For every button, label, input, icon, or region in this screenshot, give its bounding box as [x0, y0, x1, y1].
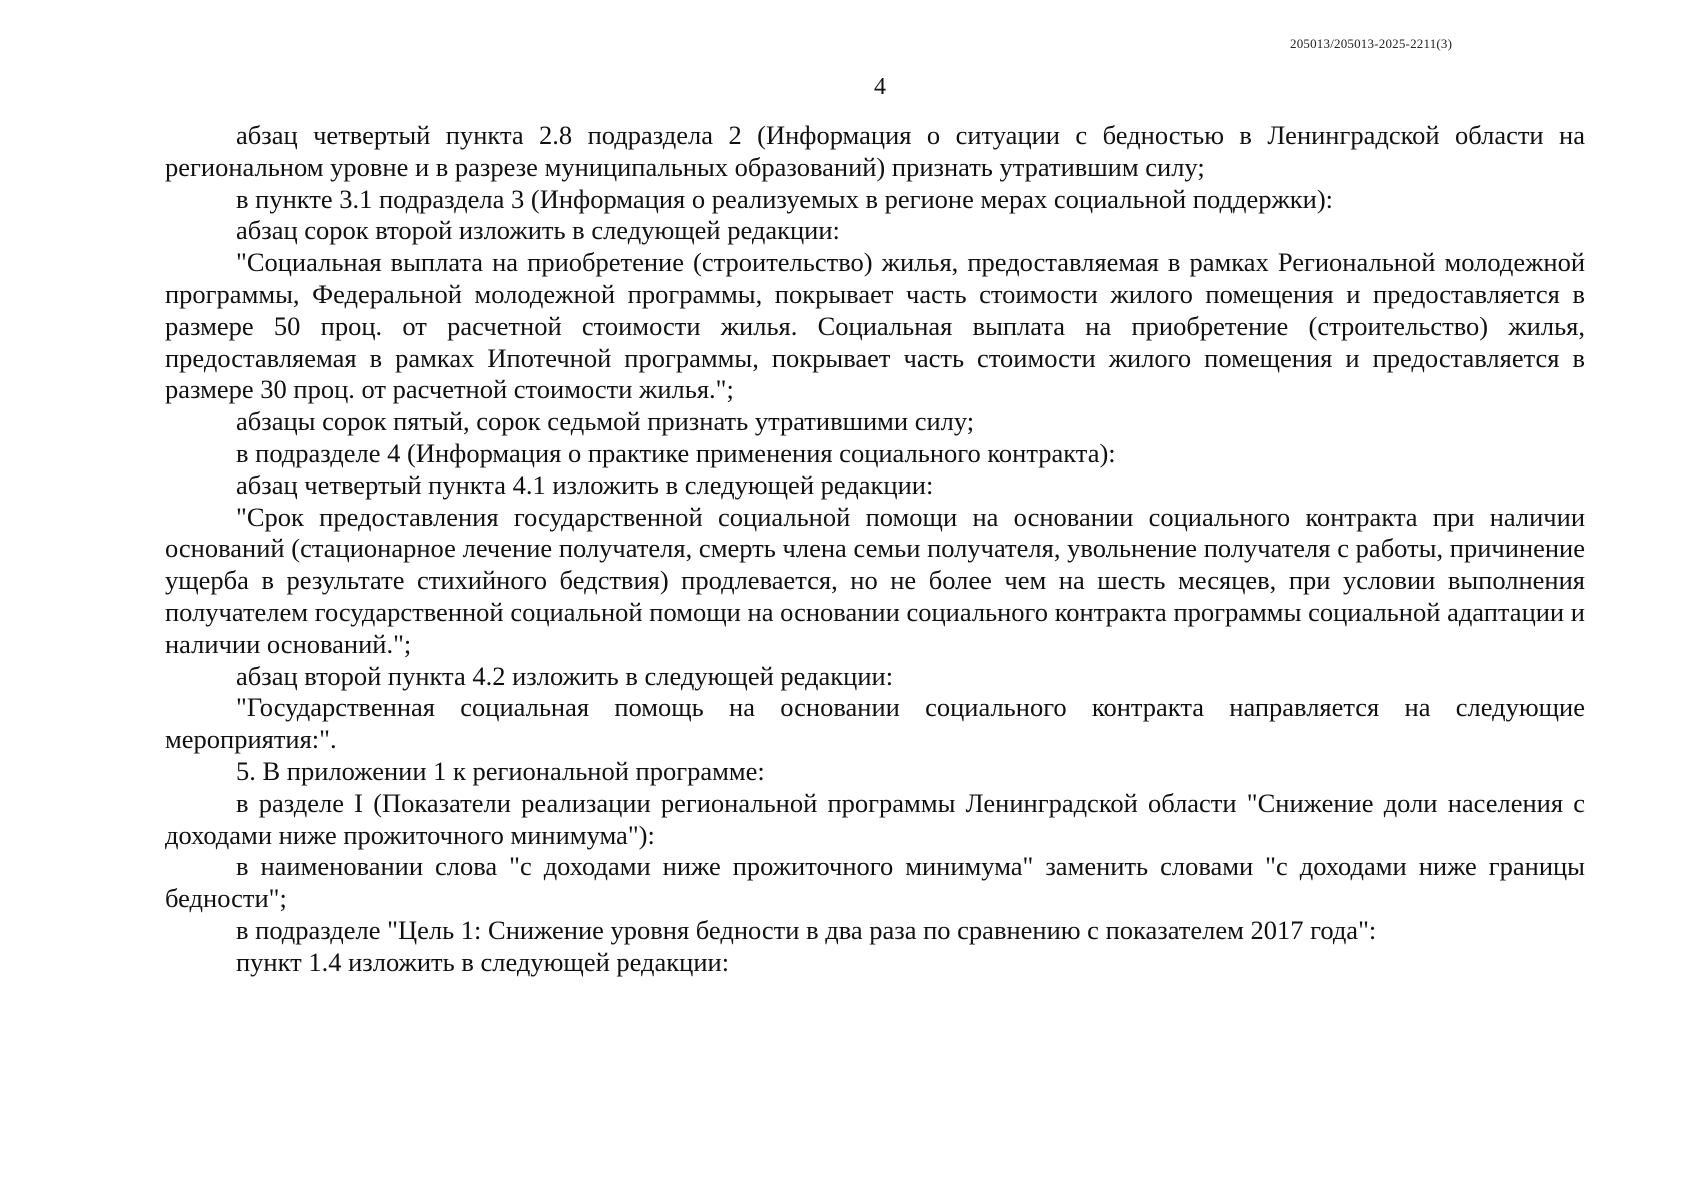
paragraph: абзац четвертый пункта 2.8 подраздела 2 (Информация о ситуации с бедностью в Ленинградской области на региональном уровне и в разрезе муниципальных образований) признать утратившим силу; — [165, 120, 1585, 182]
paragraph: "Срок предоставления государственной социальной помощи на основании социального контракта при наличии оснований (стационарное лечение получателя, смерть члена семьи получателя, увольнение получателя с работы, причинение ущерба в результате стихийного бедствия) продлевается, но не более чем на шесть месяцев, при условии выполнения получателем государственной социальной помощи на основании социального контракта программы социальной адаптации и наличии оснований."; — [165, 501, 1585, 659]
page-number: 4 — [874, 74, 886, 100]
paragraph: в разделе I (Показатели реализации региональной программы Ленинградской области "Снижение доли населения с доходами ниже прожиточного минимума"): — [165, 787, 1585, 850]
paragraph: абзац четвертый пункта 4.1 изложить в следующей редакции: — [236, 469, 934, 500]
paragraph: в подразделе "Цель 1: Снижение уровня бедности в два раза по сравнению с показателем 2017 года": — [236, 914, 1377, 945]
paragraph: пункт 1.4 изложить в следующей редакции: — [236, 946, 730, 977]
paragraph: "Государственная социальная помощь на основании социального контракта направляется на следующие мероприятия:". — [165, 692, 1585, 755]
paragraph: "Социальная выплата на приобретение (строительство) жилья, предоставляемая в рамках Региональной молодежной программы, Федеральной молодежной программы, покрывает часть стоимости жилого помещения и предоставляется в размере 50 проц. от расчетной стоимости жилья. Социальная выплата на приобретение (строительство) жилья, предоставляемая в рамках Ипотечной программы, покрывает часть стоимости жилого помещения и предоставляется в размере 30 проц. от расчетной стоимости жилья."; — [165, 247, 1585, 405]
paragraph: 5. В приложении 1 к региональной программе: — [236, 755, 765, 786]
paragraph: абзац второй пункта 4.2 изложить в следующей редакции: — [236, 660, 894, 691]
paragraph: абзац сорок второй изложить в следующей редакции: — [236, 215, 840, 246]
paragraph: в подразделе 4 (Информация о практике применения социального контракта): — [236, 437, 1116, 468]
paragraph: в пункте 3.1 подраздела 3 (Информация о реализуемых в регионе мерах социальной поддержки): — [236, 183, 1334, 214]
paragraph: абзацы сорок пятый, сорок седьмой признать утратившими силу; — [236, 406, 975, 437]
paragraph: в наименовании слова "с доходами ниже прожиточного минимума" заменить словами "с доходами ниже границы бедности"; — [165, 851, 1585, 914]
document-registration-number: 205013/205013-2025-2211(3) — [1290, 36, 1453, 51]
document-body — [165, 120, 1585, 979]
